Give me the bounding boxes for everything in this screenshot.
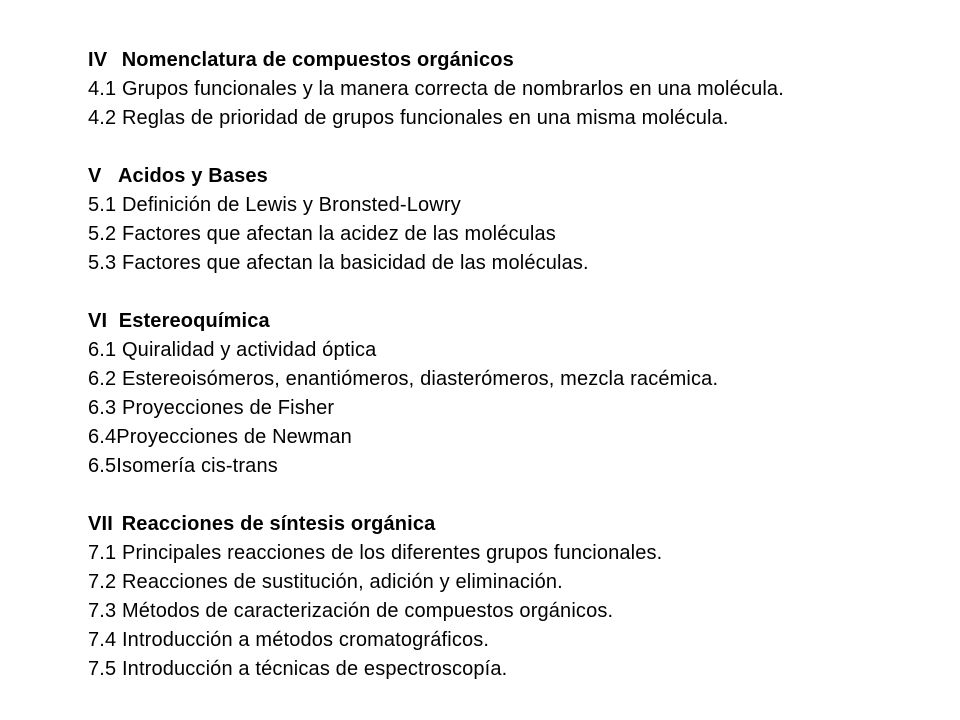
list-item: 7.1 Principales reacciones de los diferentes grupos funcionales. xyxy=(88,542,663,564)
list-item: 4.1 Grupos funcionales y la manera correcta de nombrarlos en una molécula. xyxy=(88,78,784,100)
section-number: VI xyxy=(88,310,108,332)
section-number: VII xyxy=(88,513,113,535)
section-heading xyxy=(88,162,948,191)
section-v xyxy=(88,162,948,278)
list-item: 6.4Proyecciones de Newman xyxy=(88,426,352,448)
list-item: 5.2 Factores que afectan la acidez de las moléculas xyxy=(88,223,556,245)
section-title: Estereoquímica xyxy=(118,310,270,332)
section-title: Reacciones de síntesis orgánica xyxy=(121,513,436,535)
section-title: Nomenclatura de compuestos orgánicos xyxy=(121,49,514,71)
list-item: 7.5 Introducción a técnicas de espectroscopía. xyxy=(88,658,508,680)
section-heading xyxy=(88,510,948,539)
section-title: Acidos y Bases xyxy=(117,165,268,187)
list-item: 4.2 Reglas de prioridad de grupos funcionales en una misma molécula. xyxy=(88,107,729,129)
section-number: IV xyxy=(88,49,108,71)
section-vii xyxy=(88,510,948,684)
section-iv xyxy=(88,46,948,133)
section-heading xyxy=(88,307,948,336)
section-heading xyxy=(88,46,948,75)
section-number: V xyxy=(88,165,102,187)
list-item: 5.3 Factores que afectan la basicidad de las moléculas. xyxy=(88,252,589,274)
list-item: 7.2 Reacciones de sustitución, adición y eliminación. xyxy=(88,571,563,593)
list-item: 6.1 Quiralidad y actividad óptica xyxy=(88,339,377,361)
list-item: 5.1 Definición de Lewis y Bronsted-Lowry xyxy=(88,194,461,216)
syllabus-document xyxy=(88,46,948,713)
section-vi xyxy=(88,307,948,481)
list-item: 7.4 Introducción a métodos cromatográficos. xyxy=(88,629,490,651)
list-item: 6.2 Estereoisómeros, enantiómeros, diasterómeros, mezcla racémica. xyxy=(88,368,719,390)
list-item: 7.3 Métodos de caracterización de compuestos orgánicos. xyxy=(88,600,614,622)
list-item: 6.3 Proyecciones de Fisher xyxy=(88,397,335,419)
list-item: 6.5Isomería cis-trans xyxy=(88,455,278,477)
